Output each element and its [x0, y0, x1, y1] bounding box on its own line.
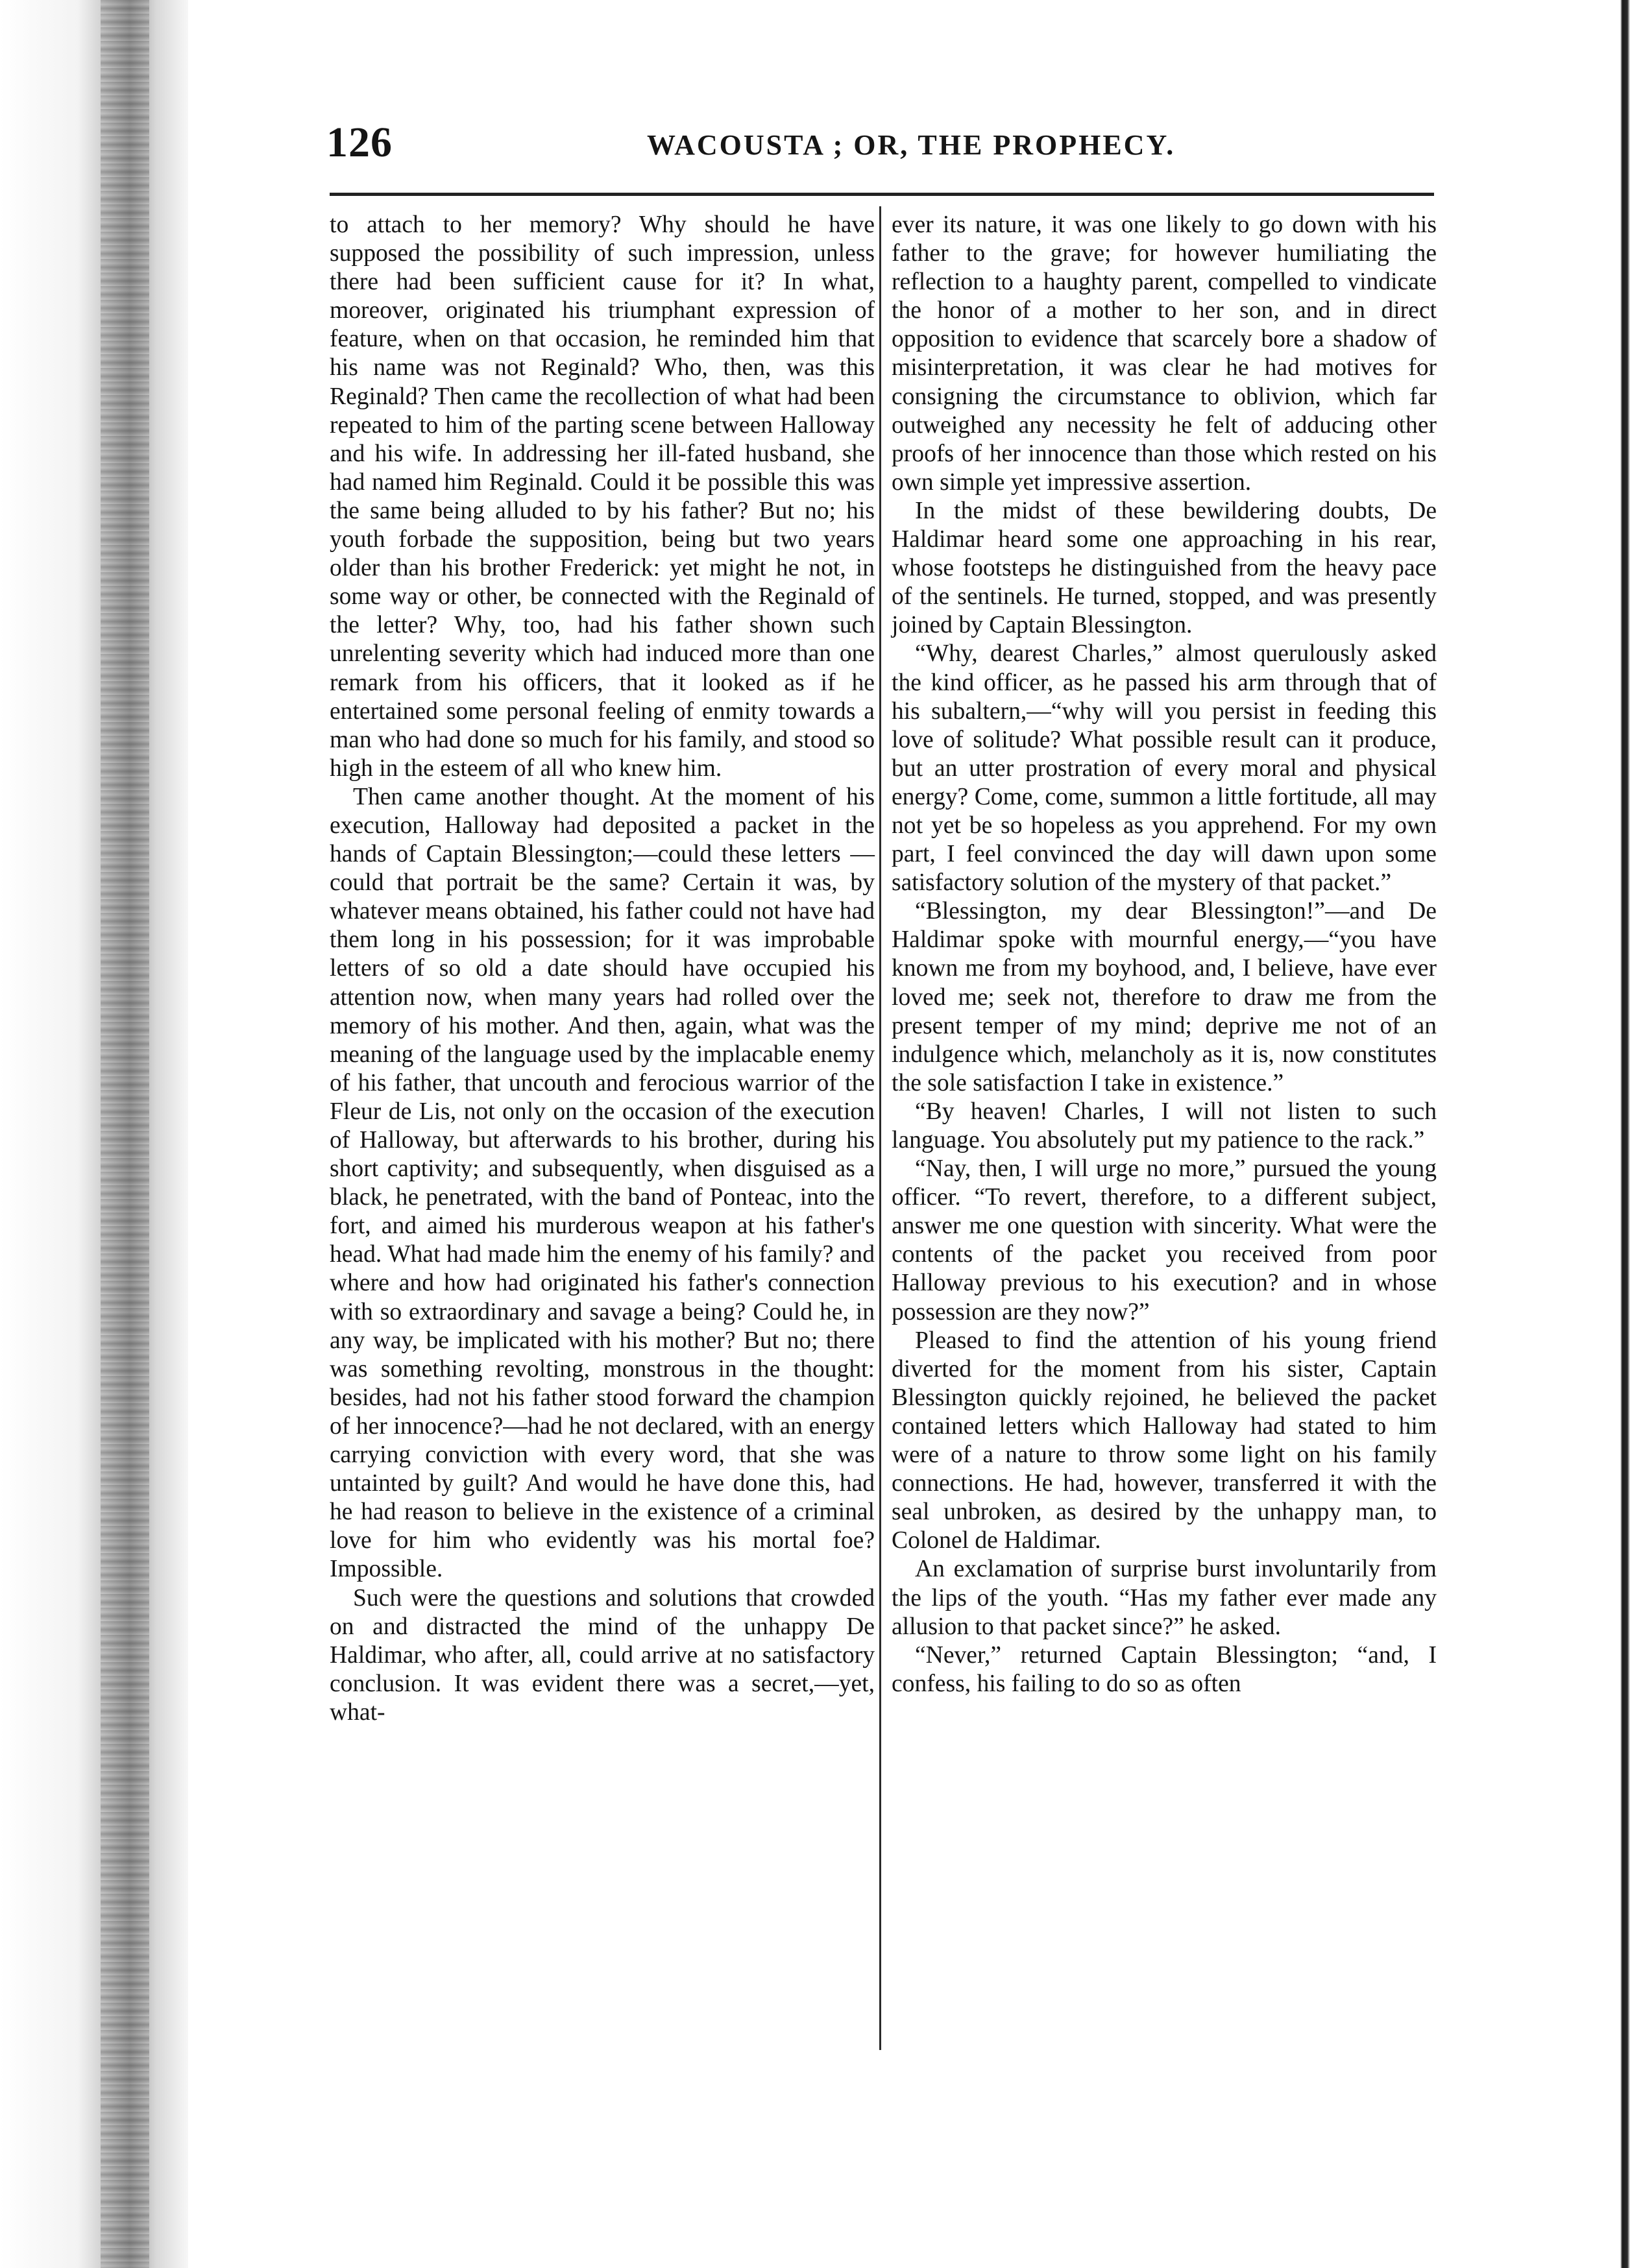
left-column: [330, 211, 875, 1727]
paragraph: Such were the questions and solutions that crowded on and distracted the mind of the unhappy De Haldimar, who after, all, could arrive at no satisfactory conclusion. It was evident there was a secret,—yet, what-: [330, 1584, 875, 1726]
right-column: [892, 211, 1437, 1698]
paragraph: Then came another thought. At the moment of his execution, Halloway had deposited a packet in the hands of Captain Blessington;—could these letters — could that portrait be the same? Certain it was, by whatever means obtained, his father could not have had them long in his possession; for it was improbable letters of so old a date should have occupied his attention now, when many years had rolled over the memory of his mother. And then, again, what was the meaning of the language used by the implacable enemy of his father, that uncouth and ferocious warrior of the Fleur de Lis, not only on the occasion of the execution of Halloway, but afterwards to his brother, during his short captivity; and subsequently, when disguised as a black, he penetrated, with the band of Ponteac, into the fort, and aimed his murderous weapon at his father's head. What had made him the enemy of his family? and where and how had originated his father's connection with so extraordinary and savage a being? Could he, in any way, be implicated with his mother? But no; there was something revolting, monstrous in the thought: besides, had not his father stood forward the champion of her innocence?—had he not declared, with an energy carrying conviction with every word, that she was untainted by guilt? And would he have done this, had he had reason to believe in the existence of a criminal love for him who evidently was his mortal foe? Impossible.: [330, 783, 875, 1583]
paragraph: “By heaven! Charles, I will not listen to such language. You absolutely put my patience to the rack.”: [892, 1098, 1437, 1153]
paragraph: Pleased to find the attention of his young friend diverted for the moment from his sister, Captain Blessington quickly rejoined, he believed the packet contained letters which Halloway had stated to him were of a nature to throw some light on his family connections. He had, however, transferred it with the seal unbroken, as desired by the unhappy man, to Colonel de Haldimar.: [892, 1327, 1437, 1554]
column-divider: [879, 206, 881, 2050]
running-title: WACOUSTA ; OR, THE PROPHECY.: [647, 129, 1176, 161]
paragraph: to attach to her memory? Why should he have supposed the possibility of such impression, unless there had been sufficient cause for it? In what, moreover, originated his triumphant expression of feature, when on that occasion, he reminded him that his name was not Reginald? Who, then, was this Reginald? Then came the recollection of what had been repeated to him of the parting scene between Halloway and his wife. In addressing her ill-fated husband, she had named him Reginald. Could it be possible this was the same being alluded to by his father? But no; his youth forbade the supposition, being but two years older than his brother Frederick: yet might he not, in some way or other, be connected with the Reginald of the letter? Why, too, had his father shown such unrelenting severity which had induced more than one remark from his officers, that it looked as if he entertained some personal feeling of enmity towards a man who had done so much for his family, and stood so high in the esteem of all who knew him.: [330, 211, 875, 782]
page-number: 126: [326, 119, 393, 166]
paragraph: An exclamation of surprise burst involuntarily from the lips of the youth. “Has my father ever made any allusion to that packet since?” he asked.: [892, 1556, 1437, 1640]
header-rule: [330, 193, 1434, 196]
paragraph: “Nay, then, I will urge no more,” pursued the young officer. “To revert, therefore, to a different subject, answer me one question with sincerity. What were the contents of the packet you received from poor Halloway previous to his execution? and in whose possession are they now?”: [892, 1155, 1437, 1325]
paragraph: “Blessington, my dear Blessington!”—and De Haldimar spoke with mournful energy,—“you have known me from my boyhood, and, I believe, have ever loved me; seek not, therefore to draw me from the present temper of my mind; deprive me not of an indulgence which, melancholy as it is, now constitutes the sole satisfaction I take in existence.”: [892, 898, 1437, 1096]
paragraph: “Why, dearest Charles,” almost querulously asked the kind officer, as he passed his arm through that of his subaltern,—“why will you persist in feeding this love of solitude? What possible result can it produce, but an utter prostration of every moral and physical energy? Come, come, summon a little fortitude, all may not yet be so hopeless as you apprehend. For my own part, I feel convinced the day will dawn upon some satisfactory solution of the mystery of that packet.”: [892, 640, 1437, 897]
paragraph: ever its nature, it was one likely to go down with his father to the grave; for however humiliating the reflection to a haughty parent, compelled to vindicate the honor of a mother to her son, and in direct opposition to evidence that scarcely bore a shadow of misinterpretation, it was clear he had motives for consigning the circumstance to oblivion, which far outweighed any necessity he felt of adducing other proofs of her innocence than those which rested on his own simple yet impressive assertion.: [892, 211, 1437, 496]
page-header: [326, 118, 1433, 176]
paragraph: “Never,” returned Captain Blessington; “and, I confess, his failing to do so as often: [892, 1641, 1437, 1697]
scanned-page-edge: [1585, 0, 1643, 2268]
paragraph: In the midst of these bewildering doubts, De Haldimar heard some one approaching in his rear, whose footsteps he distinguished from the heavy pace of the sentinels. He turned, stopped, and was presently joined by Captain Blessington.: [892, 497, 1437, 639]
scanned-binding-edge: [0, 0, 188, 2268]
